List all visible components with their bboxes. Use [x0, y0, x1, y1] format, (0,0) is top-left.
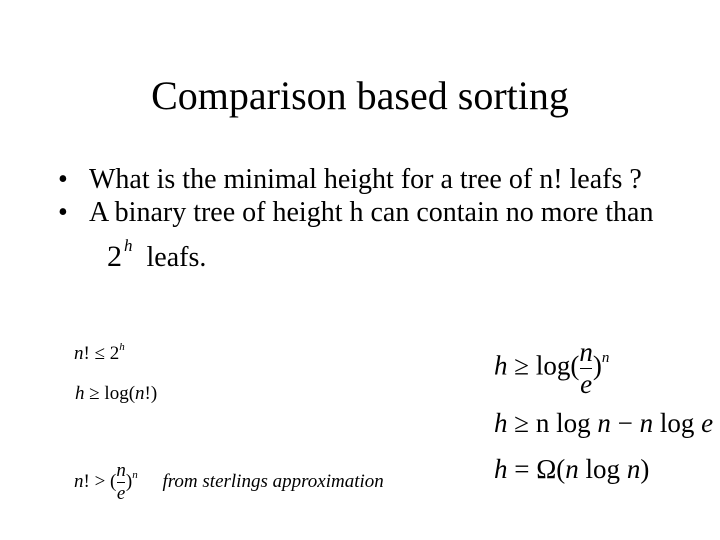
bullet-marker: • — [58, 164, 68, 195]
equation-height-omega: h = Ω(n log n) — [494, 454, 650, 484]
power-base: 2 — [107, 240, 122, 273]
power-exponent: h — [124, 236, 133, 255]
equation-height-log: h ≥ log(n!) — [75, 383, 158, 404]
bullet-marker: • — [58, 197, 68, 228]
bullet-list — [58, 163, 698, 274]
equation-stirling: n! > ( $\frac{n}{e}$ )$^n$ from sterlings approximation — [74, 460, 384, 504]
equation-height-nlogn: h ≥ n log n − n log e — [494, 408, 714, 438]
bullet-item — [58, 196, 698, 274]
stirling-note: from sterlings approximation — [162, 470, 384, 492]
bullet-suffix: leafs. — [146, 242, 207, 273]
bullet-item — [58, 163, 698, 196]
equation-factorial-bound: n! ≤ $2^h$ — [74, 341, 125, 364]
fraction: $\frac{n}{e}$ — [579, 337, 593, 399]
equation-height-log-n-over-e: h ≥ log( $\frac{n}{e}$ )$^n$ — [494, 337, 610, 399]
fraction: $\frac{n}{e}$ — [116, 460, 126, 504]
slide-title: Comparison based sorting — [151, 73, 569, 118]
bullet-text: What is the minimal height for a tree of n! leafs ? — [89, 164, 642, 195]
bullet-text: A binary tree of height h can contain no more than — [89, 197, 654, 228]
power-of-two — [107, 229, 133, 273]
